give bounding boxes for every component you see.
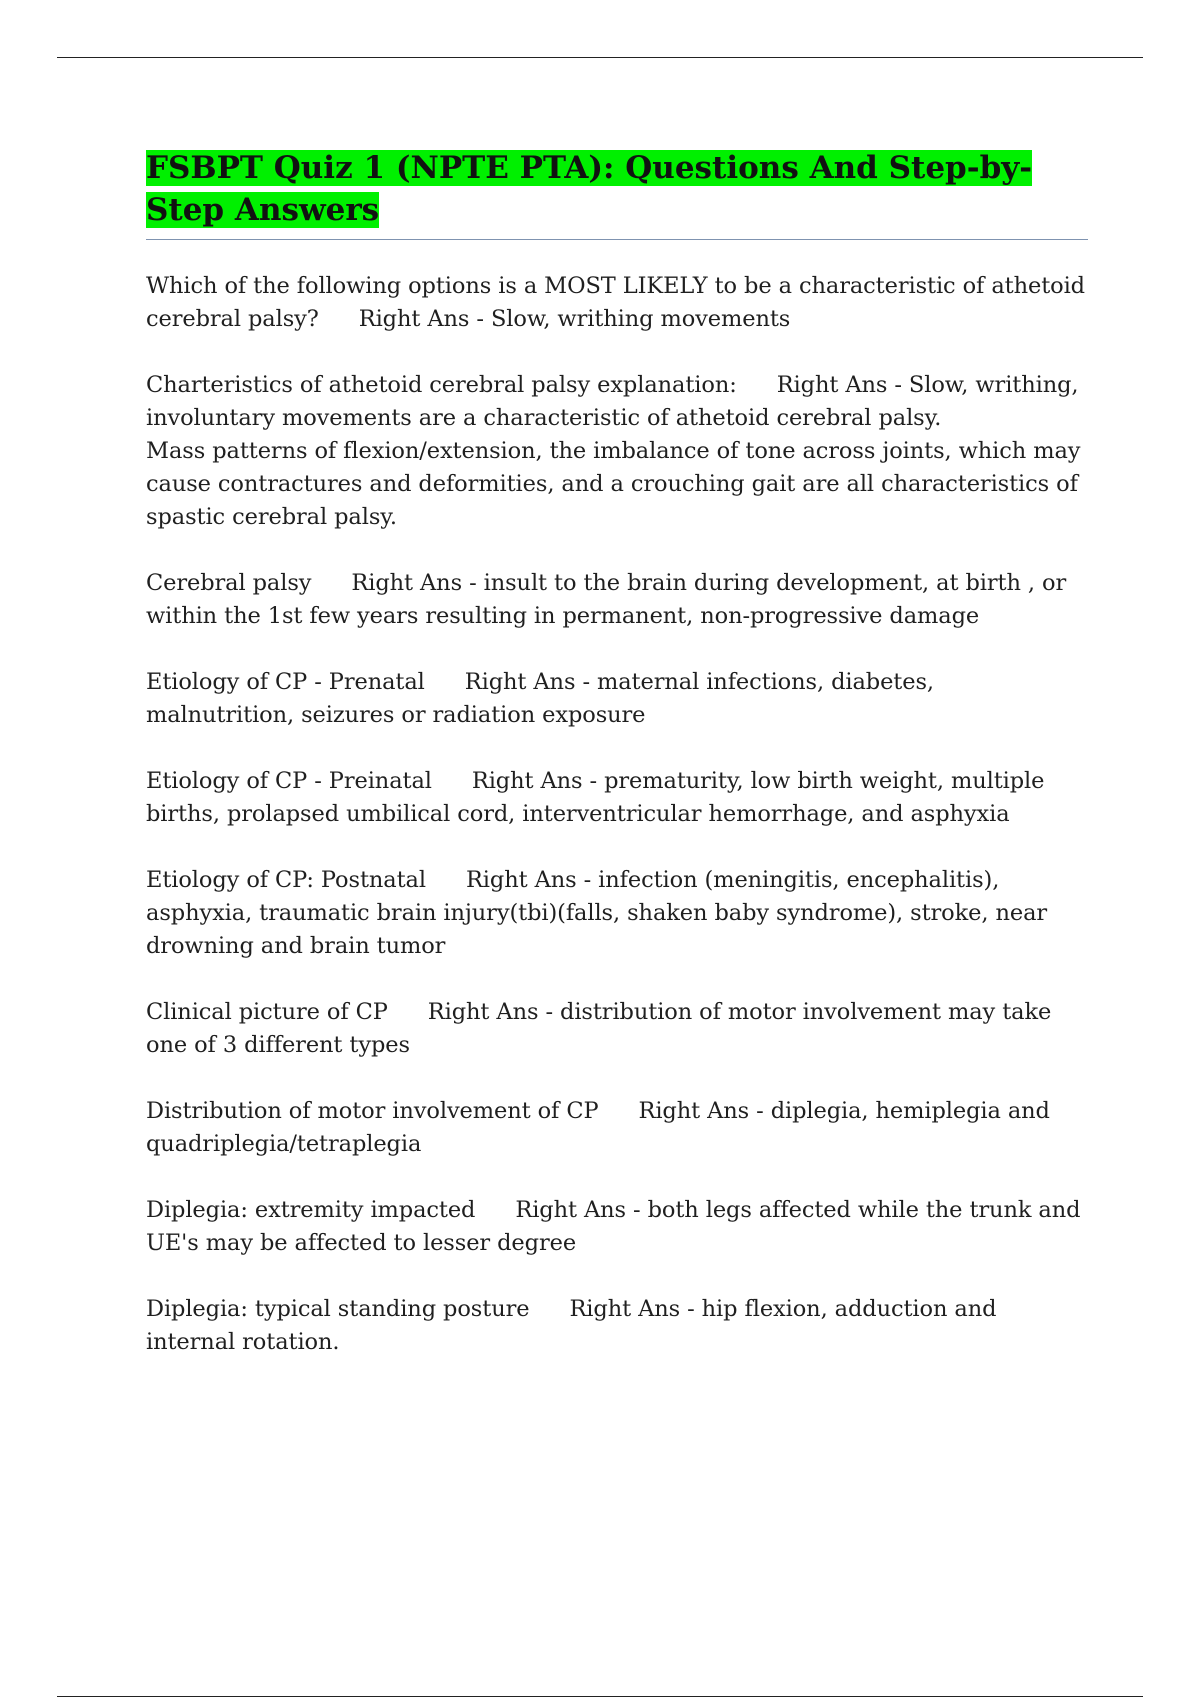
question-text: Diplegia: typical standing posture (146, 1296, 530, 1322)
qa-item (146, 369, 1088, 534)
qa-item (146, 864, 1088, 963)
qa-item (146, 1194, 1088, 1260)
answer-text: Right Ans - Slow, writhing, involuntary movements are a characteristic of athetoid cerebral palsy. (146, 372, 1079, 431)
answer-text: Right Ans - Slow, writhing movements (358, 306, 791, 332)
answer-text: Right Ans - insult to the brain during development, at birth , or within the 1st few years resulting in permanent, non-progressive damage (146, 570, 1067, 629)
qa-item (146, 567, 1088, 633)
question-text: Charteristics of athetoid cerebral palsy explanation: (146, 372, 737, 398)
qa-item (146, 765, 1088, 831)
answer-text: Right Ans - maternal infections, diabetes, malnutrition, seizures or radiation exposure (146, 669, 934, 728)
footer-rule (57, 1696, 1143, 1697)
qa-item (146, 996, 1088, 1062)
document-body (146, 147, 1088, 1392)
answer-continued-text: Mass patterns of flexion/extension, the imbalance of tone across joints, which may cause contractures and deformities, and a crouching gait are all characteristics of spastic cerebral palsy. (146, 438, 1081, 530)
document-title-text: FSBPT Quiz 1 (NPTE PTA): Questions And Step-by-Step Answers (146, 150, 1033, 228)
answer-text: Right Ans - hip flexion, adduction and internal rotation. (146, 1296, 997, 1355)
question-text: Etiology of CP - Prenatal (146, 669, 425, 695)
qa-list (146, 270, 1088, 1359)
title-block (146, 147, 1088, 240)
question-text: Diplegia: extremity impacted (146, 1197, 476, 1223)
question-text: Which of the following options is a MOST LIKELY to be a characteristic of athetoid cerebral palsy? (146, 273, 1085, 332)
question-text: Clinical picture of CP (146, 999, 388, 1025)
answer-text: Right Ans - prematurity, low birth weight, multiple births, prolapsed umbilical cord, interventricular hemorrhage, and asphyxia (146, 768, 1045, 827)
question-text: Distribution of motor involvement of CP (146, 1098, 599, 1124)
qa-item (146, 666, 1088, 732)
question-text: Etiology of CP: Postnatal (146, 867, 426, 893)
header-rule (57, 57, 1143, 58)
answer-text: Right Ans - diplegia, hemiplegia and quadriplegia/tetraplegia (146, 1098, 1050, 1157)
qa-item (146, 1095, 1088, 1161)
answer-text: Right Ans - both legs affected while the trunk and UE's may be affected to lesser degree (146, 1197, 1081, 1256)
qa-item (146, 270, 1088, 336)
answer-text: Right Ans - distribution of motor involvement may take one of 3 different types (146, 999, 1052, 1058)
question-text: Etiology of CP - Preinatal (146, 768, 432, 794)
document-title (146, 147, 1088, 231)
qa-item (146, 1293, 1088, 1359)
answer-text: Right Ans - infection (meningitis, encephalitis), asphyxia, traumatic brain injury(tbi)(falls, shaken baby syndrome), stroke, near drowning and brain tumor (146, 867, 1048, 959)
question-text: Cerebral palsy (146, 570, 312, 596)
